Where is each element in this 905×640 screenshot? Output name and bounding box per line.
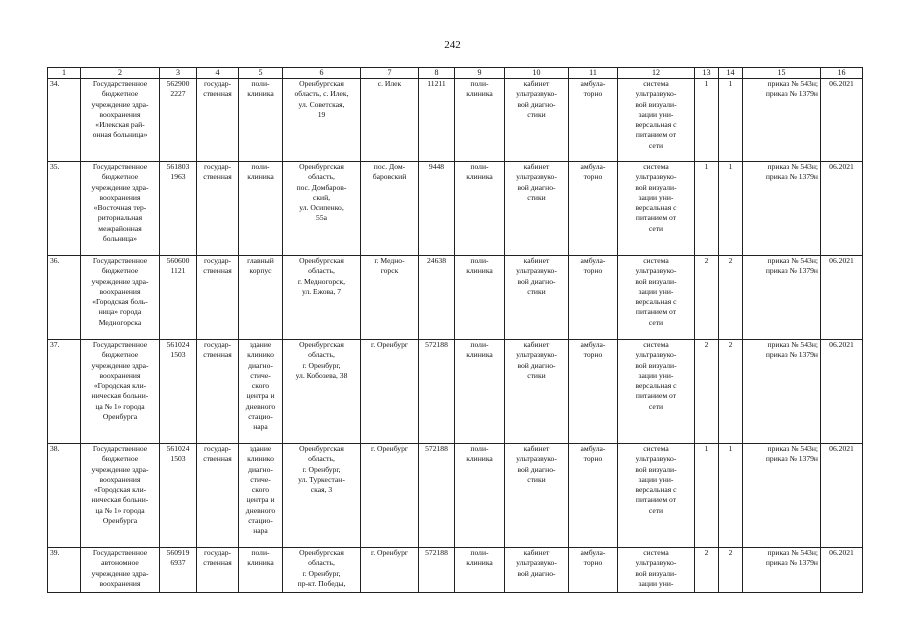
address: Оренбургская область, г. Оренбург, ул. Кобозева, 38 — [283, 340, 361, 444]
unit: поли- клиника — [455, 162, 505, 256]
care-mode: амбула- торно — [569, 548, 618, 593]
unit: поли- клиника — [455, 444, 505, 548]
count-col-14: 2 — [719, 340, 743, 444]
ownership-form: государ- ственная — [197, 340, 239, 444]
column-header: 8 — [419, 68, 455, 79]
table-row — [48, 79, 863, 162]
column-header: 2 — [81, 68, 160, 79]
equipment: система ультразвуко- вой визуали- зации уни- — [618, 548, 695, 593]
column-header: 1 — [48, 68, 81, 79]
count-col-13: 2 — [695, 548, 719, 593]
count-col-14: 2 — [719, 548, 743, 593]
care-mode: амбула- торно — [569, 162, 618, 256]
count-col-13: 2 — [695, 256, 719, 340]
page-number: 242 — [444, 39, 461, 51]
column-header: 3 — [160, 68, 197, 79]
building-type: здание клинико диагно- стиче- ского центра и дневного стацио- нара — [239, 444, 283, 548]
equipment: система ультразвуко- вой визуали- зации уни- версальная с питанием от сети — [618, 256, 695, 340]
care-mode: амбула- торно — [569, 340, 618, 444]
building-type: поли- клиника — [239, 162, 283, 256]
organization-code: 561803 1963 — [160, 162, 197, 256]
count-col-13: 2 — [695, 340, 719, 444]
column-header: 14 — [719, 68, 743, 79]
column-header: 15 — [743, 68, 821, 79]
equipment: система ультразвуко- вой визуали- зации уни- версальная с питанием от сети — [618, 79, 695, 162]
row-number: 37. — [48, 340, 81, 444]
ownership-form: государ- ственная — [197, 79, 239, 162]
organization-code: 562900 2227 — [160, 79, 197, 162]
organization-name: Государственное бюджетное учреждение здра- воохранения «Городская боль- ница» города Медногорска — [81, 256, 160, 340]
address: Оренбургская область, г. Медногорск, ул. Ежова, 7 — [283, 256, 361, 340]
unit: поли- клиника — [455, 340, 505, 444]
equipment: система ультразвуко- вой визуали- зации уни- версальная с питанием от сети — [618, 444, 695, 548]
address: Оренбургская область, г. Оренбург, пр-кт. Победы, — [283, 548, 361, 593]
column-number-row — [48, 68, 863, 79]
facilities-table — [47, 67, 863, 593]
department: кабинет ультразвуко- вой диагно- — [505, 548, 569, 593]
ownership-form: государ- ственная — [197, 548, 239, 593]
organization-name: Государственное бюджетное учреждение здра- воохранения «Илекская рай- онная больница» — [81, 79, 160, 162]
date: 06.2021 — [821, 444, 863, 548]
count-col-13: 1 — [695, 79, 719, 162]
department: кабинет ультразвуко- вой диагно- стики — [505, 444, 569, 548]
count-col-14: 2 — [719, 256, 743, 340]
count-col-13: 1 — [695, 444, 719, 548]
count-col-14: 1 — [719, 79, 743, 162]
row-number: 36. — [48, 256, 81, 340]
care-mode: амбула- торно — [569, 444, 618, 548]
ownership-form: государ- ственная — [197, 256, 239, 340]
column-header: 5 — [239, 68, 283, 79]
population: 11211 — [419, 79, 455, 162]
equipment: система ультразвуко- вой визуали- зации уни- версальная с питанием от сети — [618, 340, 695, 444]
orders: приказ № 543н; приказ № 1379н — [743, 256, 821, 340]
locality: пос. Дом- баровский — [361, 162, 419, 256]
column-header: 7 — [361, 68, 419, 79]
table-row — [48, 548, 863, 593]
row-number: 34. — [48, 79, 81, 162]
organization-code: 560919 6937 — [160, 548, 197, 593]
locality: г. Оренбург — [361, 444, 419, 548]
unit: поли- клиника — [455, 548, 505, 593]
population: 9448 — [419, 162, 455, 256]
column-header: 13 — [695, 68, 719, 79]
table-row — [48, 444, 863, 548]
column-header: 4 — [197, 68, 239, 79]
building-type: поли- клиника — [239, 79, 283, 162]
population: 572188 — [419, 444, 455, 548]
organization-name: Государственное автономное учреждение здра- воохранения — [81, 548, 160, 593]
ownership-form: государ- ственная — [197, 444, 239, 548]
address: Оренбургская область, г. Оренбург, ул. Туркестан- ская, 3 — [283, 444, 361, 548]
organization-code: 561024 1503 — [160, 444, 197, 548]
orders: приказ № 543н; приказ № 1379н — [743, 162, 821, 256]
date: 06.2021 — [821, 548, 863, 593]
building-type: поли- клиника — [239, 548, 283, 593]
row-number: 35. — [48, 162, 81, 256]
orders: приказ № 543н; приказ № 1379н — [743, 340, 821, 444]
column-header: 6 — [283, 68, 361, 79]
orders: приказ № 543н; приказ № 1379н — [743, 444, 821, 548]
care-mode: амбула- торно — [569, 79, 618, 162]
date: 06.2021 — [821, 256, 863, 340]
orders: приказ № 543н; приказ № 1379н — [743, 79, 821, 162]
organization-name: Государственное бюджетное учреждение здра- воохранения «Городская кли- ническая больни- ца № 1» города Оренбурга — [81, 444, 160, 548]
table-row — [48, 256, 863, 340]
date: 06.2021 — [821, 162, 863, 256]
date: 06.2021 — [821, 340, 863, 444]
organization-name: Государственное бюджетное учреждение здра- воохранения «Городская кли- ническая больни- ца № 1» города Оренбурга — [81, 340, 160, 444]
building-type: главный корпус — [239, 256, 283, 340]
row-number: 39. — [48, 548, 81, 593]
organization-code: 560600 1121 — [160, 256, 197, 340]
locality: с. Илек — [361, 79, 419, 162]
unit: поли- клиника — [455, 256, 505, 340]
date: 06.2021 — [821, 79, 863, 162]
locality: г. Оренбург — [361, 340, 419, 444]
column-header: 10 — [505, 68, 569, 79]
department: кабинет ультразвуко- вой диагно- стики — [505, 340, 569, 444]
unit: поли- клиника — [455, 79, 505, 162]
address: Оренбургская область, с. Илек, ул. Советская, 19 — [283, 79, 361, 162]
population: 572188 — [419, 548, 455, 593]
count-col-13: 1 — [695, 162, 719, 256]
population: 24638 — [419, 256, 455, 340]
care-mode: амбула- торно — [569, 256, 618, 340]
department: кабинет ультразвуко- вой диагно- стики — [505, 79, 569, 162]
building-type: здание клинико диагно- стиче- ского центра и дневного стацио- нара — [239, 340, 283, 444]
column-header: 9 — [455, 68, 505, 79]
department: кабинет ультразвуко- вой диагно- стики — [505, 162, 569, 256]
department: кабинет ультразвуко- вой диагно- стики — [505, 256, 569, 340]
column-header: 16 — [821, 68, 863, 79]
column-header: 11 — [569, 68, 618, 79]
locality: г. Оренбург — [361, 548, 419, 593]
orders: приказ № 543н; приказ № 1379н — [743, 548, 821, 593]
organization-name: Государственное бюджетное учреждение здра- воохранения «Восточная тер- риториальная межрайонная больница» — [81, 162, 160, 256]
count-col-14: 1 — [719, 162, 743, 256]
row-number: 38. — [48, 444, 81, 548]
equipment: система ультразвуко- вой визуали- зации уни- версальная с питанием от сети — [618, 162, 695, 256]
table-row — [48, 162, 863, 256]
table-row — [48, 340, 863, 444]
address: Оренбургская область, пос. Домбаров- ский, ул. Осипенко, 55а — [283, 162, 361, 256]
organization-code: 561024 1503 — [160, 340, 197, 444]
ownership-form: государ- ственная — [197, 162, 239, 256]
locality: г. Медно- горск — [361, 256, 419, 340]
count-col-14: 1 — [719, 444, 743, 548]
population: 572188 — [419, 340, 455, 444]
column-header: 12 — [618, 68, 695, 79]
